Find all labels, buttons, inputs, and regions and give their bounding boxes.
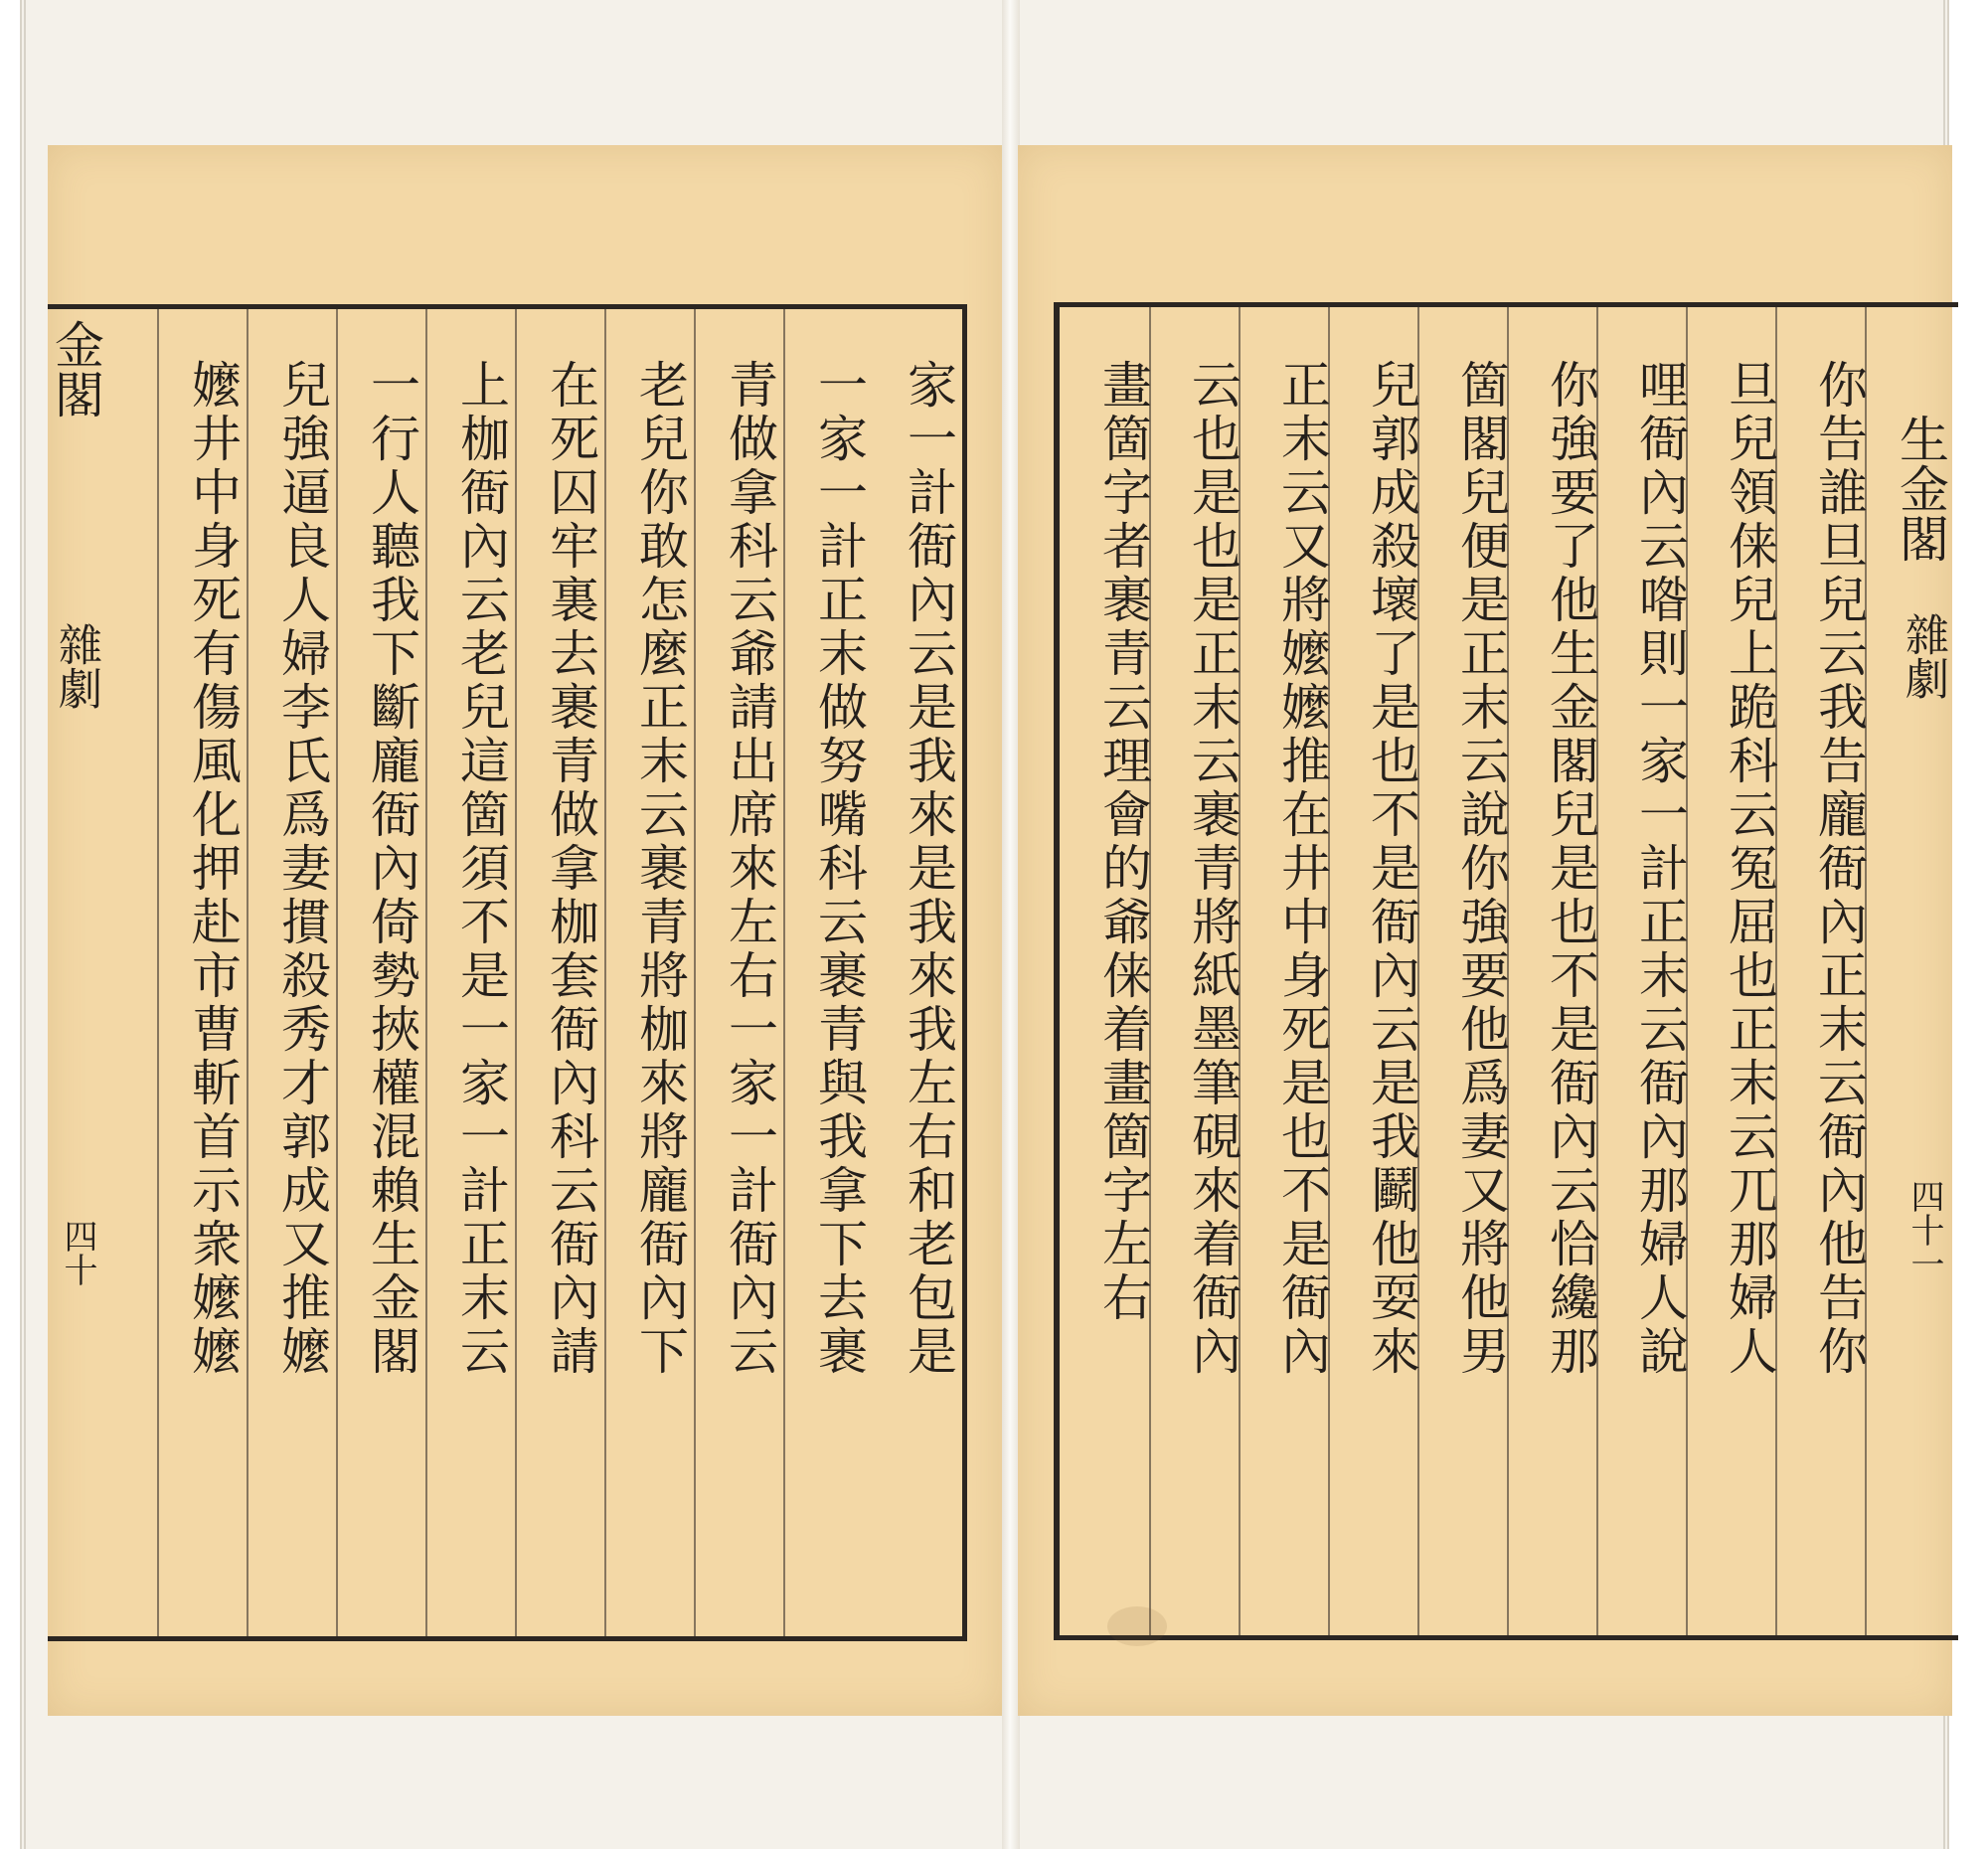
margin-title: 生金閣 [1892, 414, 1949, 563]
text-column: 兒強逼良人婦李氏爲妻摜殺秀才郭成又推嬤 [273, 359, 331, 1379]
text-column: 畫箇字者裹青云理會的爺俫着畫箇字左右 [1094, 359, 1152, 1325]
text-column: 上枷衙內云老兒這箇須不是一家一計正末云 [452, 359, 510, 1379]
column-rule [247, 309, 248, 1636]
text-column: 一家一計正末做努嘴科云裹青與我拿下去裹 [810, 359, 868, 1379]
column-rule [425, 309, 427, 1636]
margin-subtitle: 雜劇 [1898, 612, 1948, 700]
column-rule [783, 309, 785, 1636]
right-page [1018, 145, 1952, 1716]
column-rule [157, 309, 159, 1636]
text-column: 你強要了他生金閣兒是也不是衙內云恰纔那 [1542, 359, 1599, 1379]
text-column: 你告誰旦兒云我告龐衙內正末云衙內他告你 [1810, 359, 1868, 1379]
text-column: 家一計衙內云是我來是我來我左右和老包是 [900, 359, 957, 1379]
margin-subtitle: 雜劇 [51, 622, 101, 710]
text-column: 旦兒領俫兒上跪科云冤屈也正末云兀那婦人 [1721, 359, 1778, 1379]
column-rule [336, 309, 338, 1636]
text-column: 一行人聽我下斷龐衙內倚勢挾權混賴生金閣 [363, 359, 420, 1379]
column-rule [515, 309, 517, 1636]
text-column: 在死囚牢裏去裹青做拿枷套衙內科云衙內請 [542, 359, 599, 1379]
text-column: 兒郭成殺壞了是也不是衙內云是我鬬他耍來 [1363, 359, 1420, 1379]
text-column: 正末云又將嬤嬤推在井中身死是也不是衙內 [1273, 359, 1331, 1379]
column-rule [694, 309, 696, 1636]
column-rule [604, 309, 606, 1636]
page-number: 四十 [58, 1219, 97, 1286]
text-column: 嬤井中身死有傷風化押赴市曹斬首示衆嬤嬤 [184, 359, 242, 1379]
left-page [48, 145, 1002, 1716]
text-column: 老兒你敢怎麼正末云裹青將枷來將龐衙內下 [631, 359, 689, 1379]
text-column: 青做拿科云爺請出席來左右一家一計衙內云 [721, 359, 778, 1379]
paper-stain [1107, 1606, 1167, 1646]
margin-title: 金閣 [47, 319, 104, 419]
text-column: 云也是也是正末云裹青將紙墨筆硯來着衙內 [1184, 359, 1242, 1379]
text-column: 箇閣兒便是正末云說你強要他爲妻又將他男 [1452, 359, 1510, 1379]
page-number: 四十一 [1905, 1179, 1944, 1280]
text-column: 哩衙內云喒則一家一計正末云衙內那婦人說 [1631, 359, 1689, 1379]
